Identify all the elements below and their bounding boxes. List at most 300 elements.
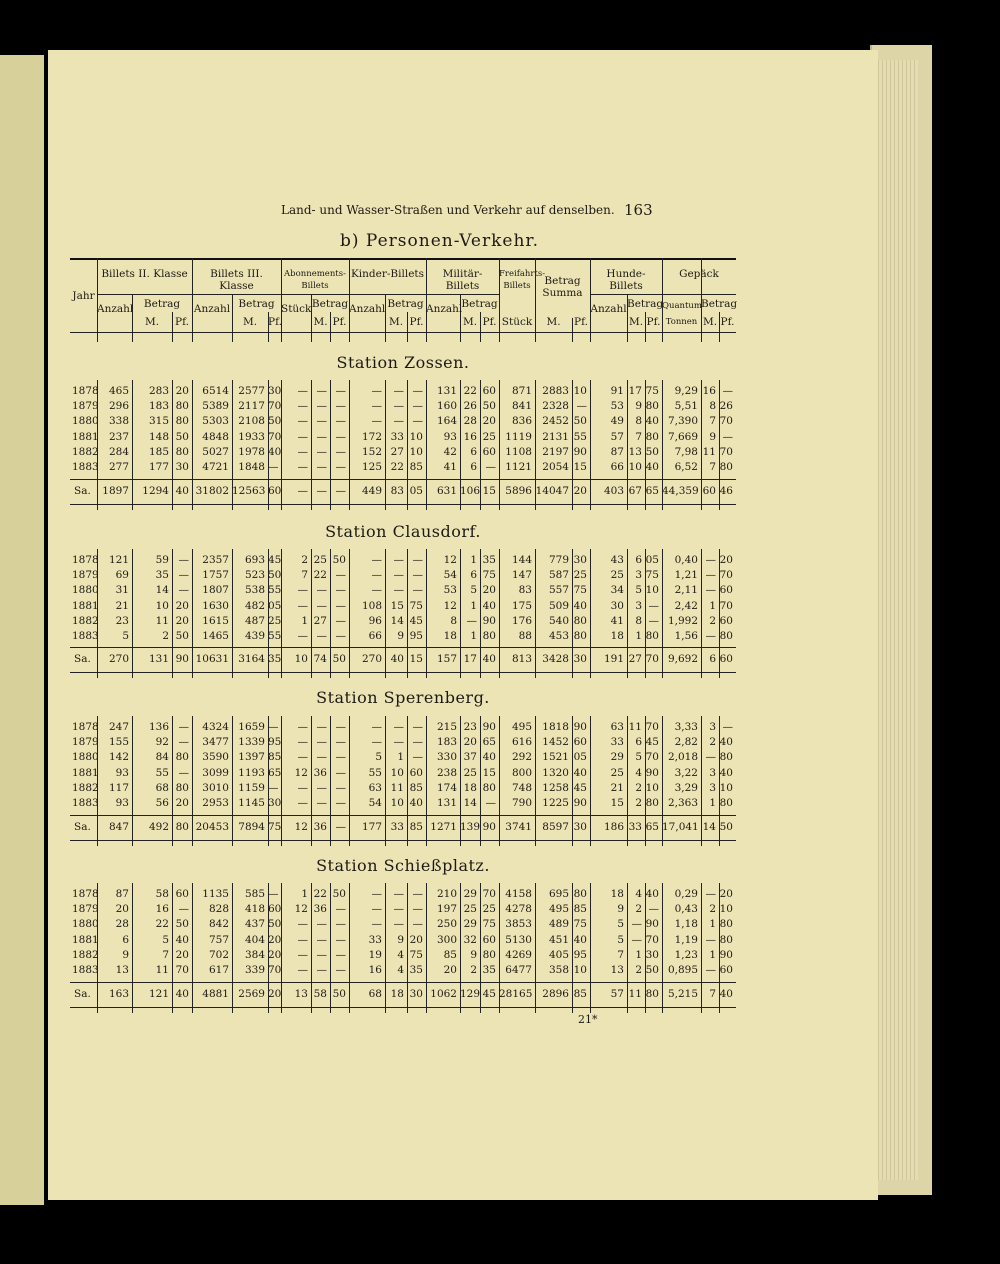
table-cell: 3 xyxy=(709,766,716,779)
table-cell: 1882 xyxy=(72,614,99,627)
table-cell: 1878 xyxy=(72,721,99,733)
sum-cell: 30 xyxy=(573,653,587,665)
table-rule xyxy=(70,479,736,480)
table-cell: 277 xyxy=(108,461,129,473)
table-cell: 20 xyxy=(482,584,496,597)
table-cell: 10 xyxy=(409,445,423,458)
table-cell: 5 xyxy=(617,918,624,931)
table-cell: 70 xyxy=(719,599,733,612)
table-cell: 20 xyxy=(719,554,733,566)
table-cell: — xyxy=(412,569,423,582)
table-cell: 30 xyxy=(573,554,587,566)
sum-cell: 46 xyxy=(719,485,733,497)
header-6: Freifahrts-Billets xyxy=(499,269,546,291)
table-cell: 2,018 xyxy=(667,751,698,764)
table-cell: — xyxy=(335,781,346,794)
column-divider xyxy=(701,294,702,342)
subheader-4: Anzahl xyxy=(193,303,231,315)
table-cell: 90 xyxy=(645,918,659,931)
table-cell: 2452 xyxy=(542,415,569,428)
table-cell: — xyxy=(335,584,346,597)
table-cell: 1882 xyxy=(72,781,99,794)
table-cell: 60 xyxy=(268,903,282,916)
table-cell: 1452 xyxy=(542,736,569,749)
table-cell: 50 xyxy=(645,445,659,458)
table-cell: 29 xyxy=(463,888,477,900)
table-cell: 495 xyxy=(511,721,532,733)
table-cell: 1881 xyxy=(72,599,99,612)
sum-cell: Sa. xyxy=(74,988,91,1000)
header-2: Billets III. Klasse xyxy=(210,268,263,292)
table-cell: 70 xyxy=(268,964,282,976)
table-cell: 40 xyxy=(409,797,423,809)
table-cell: 13 xyxy=(115,964,129,976)
sum-cell: 20453 xyxy=(195,821,229,833)
table-cell: 1883 xyxy=(72,630,99,642)
page-stack-lines xyxy=(878,60,918,1180)
table-cell: 45 xyxy=(268,554,282,566)
subheader-29: Betrag xyxy=(701,298,738,310)
table-cell: 125 xyxy=(361,461,382,473)
table-cell: 70 xyxy=(268,430,282,443)
table-cell: 25 xyxy=(573,569,587,582)
sum-cell: 40 xyxy=(390,653,404,665)
table-cell: — xyxy=(316,918,327,931)
sum-cell: 15 xyxy=(482,485,496,497)
table-cell: 10 xyxy=(573,385,587,397)
table-cell: 136 xyxy=(148,721,169,733)
table-cell: 4 xyxy=(635,766,642,779)
table-cell: 83 xyxy=(518,584,532,597)
table-cell: 1108 xyxy=(505,445,532,458)
table-cell: — xyxy=(371,584,382,597)
table-cell: — xyxy=(335,569,346,582)
sum-cell: 65 xyxy=(645,821,659,833)
running-title: Land- und Wasser-Straßen und Verkehr auf denselben. xyxy=(281,203,615,217)
table-cell: 30 xyxy=(268,385,282,397)
table-cell: 4 xyxy=(635,888,642,900)
sum-cell: 1897 xyxy=(102,485,129,497)
table-rule xyxy=(70,840,736,841)
table-cell: 93 xyxy=(115,766,129,779)
table-cell: — xyxy=(412,584,423,597)
table-cell: 53 xyxy=(443,584,457,597)
table-cell: 20 xyxy=(463,736,477,749)
table-cell: 22 xyxy=(313,569,327,582)
table-cell: 384 xyxy=(244,948,265,961)
table-cell: 60 xyxy=(482,933,496,946)
subheader-10: M. xyxy=(313,316,328,328)
sum-cell: Sa. xyxy=(74,653,91,665)
table-cell: 14 xyxy=(155,584,169,597)
table-cell: 80 xyxy=(175,400,189,413)
table-cell: — xyxy=(335,964,346,976)
table-cell: — xyxy=(335,797,346,809)
table-cell: — xyxy=(316,461,327,473)
table-cell: 437 xyxy=(244,918,265,931)
table-cell: 25 xyxy=(268,614,282,627)
table-cell: 1 xyxy=(470,630,477,642)
table-rule xyxy=(70,258,736,260)
table-cell: 11 xyxy=(155,614,169,627)
table-cell: 80 xyxy=(719,630,733,642)
table-cell: — xyxy=(722,385,733,397)
table-cell: — xyxy=(393,400,404,413)
table-cell: — xyxy=(722,430,733,443)
table-cell: 49 xyxy=(610,415,624,428)
sum-cell: 20 xyxy=(268,988,282,1000)
table-cell: — xyxy=(335,614,346,627)
table-cell: 58 xyxy=(155,888,169,900)
table-cell: 418 xyxy=(244,903,265,916)
table-cell: — xyxy=(485,797,496,809)
table-cell: — xyxy=(335,630,346,642)
column-divider xyxy=(268,312,269,342)
table-cell: 215 xyxy=(436,721,457,733)
table-cell: — xyxy=(335,400,346,413)
table-cell: 2357 xyxy=(202,554,229,566)
table-cell: 7 xyxy=(709,461,716,473)
table-cell: — xyxy=(297,933,308,946)
column-divider xyxy=(572,318,573,342)
table-cell: 3853 xyxy=(505,918,532,931)
sum-cell: 31802 xyxy=(195,485,229,497)
table-cell: — xyxy=(371,400,382,413)
table-cell: 20 xyxy=(443,964,457,976)
table-cell: 4269 xyxy=(505,948,532,961)
table-cell: 404 xyxy=(244,933,265,946)
table-cell: 1 xyxy=(709,948,716,961)
subheader-18: M. xyxy=(462,316,478,328)
table-cell: 70 xyxy=(268,400,282,413)
table-cell: 1818 xyxy=(542,721,569,733)
sum-cell: 270 xyxy=(361,653,382,665)
table-cell: 60 xyxy=(482,445,496,458)
table-cell: 10 xyxy=(573,964,587,976)
table-cell: 05 xyxy=(573,751,587,764)
table-cell: — xyxy=(393,736,404,749)
table-cell: 96 xyxy=(368,614,382,627)
table-cell: — xyxy=(648,614,659,627)
table-cell: 75 xyxy=(409,948,423,961)
table-cell: 1 xyxy=(635,630,642,642)
table-cell: — xyxy=(371,415,382,428)
table-cell: — xyxy=(335,933,346,946)
table-cell: 10 xyxy=(628,461,642,473)
table-cell: — xyxy=(705,569,716,582)
sum-cell: 45 xyxy=(482,988,496,1000)
table-cell: 19 xyxy=(368,948,382,961)
station-title: Station Zossen. xyxy=(336,353,470,372)
table-cell: 55 xyxy=(368,766,382,779)
table-cell: 31 xyxy=(115,584,129,597)
sum-cell: 75 xyxy=(268,821,282,833)
table-cell: 41 xyxy=(443,461,457,473)
table-cell: 65 xyxy=(482,736,496,749)
header-4: Kinder-Billets xyxy=(350,268,425,280)
sum-cell: 3741 xyxy=(505,821,532,833)
sum-cell: 70 xyxy=(645,653,659,665)
table-cell: — xyxy=(412,721,423,733)
sum-cell: — xyxy=(335,821,346,833)
table-cell: 59 xyxy=(155,554,169,566)
station-title: Station Schießplatz. xyxy=(316,856,490,875)
table-cell: 9 xyxy=(470,948,477,961)
table-cell: — xyxy=(393,569,404,582)
sum-cell: 449 xyxy=(361,485,382,497)
table-cell: 35 xyxy=(409,964,423,976)
table-cell: 1 xyxy=(709,797,716,809)
table-cell: 3 xyxy=(709,781,716,794)
table-cell: — xyxy=(316,797,327,809)
table-cell: 23 xyxy=(463,721,477,733)
table-cell: — xyxy=(316,584,327,597)
subheader-16: Anzahl xyxy=(426,303,463,315)
table-cell: 1465 xyxy=(202,630,229,642)
table-cell: 10 xyxy=(645,781,659,794)
header-0: Jahr xyxy=(72,290,95,302)
table-cell: 15 xyxy=(610,797,624,809)
table-cell: 3 xyxy=(709,721,716,733)
table-cell: — xyxy=(316,445,327,458)
table-cell: — xyxy=(297,430,308,443)
table-cell: 2953 xyxy=(202,797,229,809)
subheader-30: M. xyxy=(702,316,718,328)
table-cell: 60 xyxy=(573,736,587,749)
table-cell: — xyxy=(705,888,716,900)
table-cell: 55 xyxy=(155,766,169,779)
table-cell: 1659 xyxy=(238,721,265,733)
table-cell: 10 xyxy=(719,903,733,916)
table-cell: 80 xyxy=(175,781,189,794)
table-cell: 25 xyxy=(463,903,477,916)
header-group-rule xyxy=(192,294,281,295)
table-cell: 164 xyxy=(436,415,457,428)
sum-cell: 50 xyxy=(332,988,346,1000)
column-divider xyxy=(407,312,408,342)
subheader-17: Betrag xyxy=(461,298,498,310)
table-cell: 18 xyxy=(610,888,624,900)
table-cell: 95 xyxy=(409,630,423,642)
table-cell: 1879 xyxy=(72,736,99,749)
table-cell: 1878 xyxy=(72,888,99,900)
table-cell: 617 xyxy=(208,964,229,976)
column-divider xyxy=(535,258,536,342)
table-cell: — xyxy=(393,888,404,900)
header-group-rule xyxy=(426,294,499,295)
sum-cell: 60 xyxy=(268,485,282,497)
table-cell: 33 xyxy=(368,933,382,946)
table-cell: 9 xyxy=(709,430,716,443)
table-cell: 28 xyxy=(463,415,477,428)
table-cell: 148 xyxy=(148,430,169,443)
header-8: Hunde-Billets xyxy=(606,268,646,292)
sum-cell: 3164 xyxy=(238,653,265,665)
table-cell: 1320 xyxy=(542,766,569,779)
table-cell: 1119 xyxy=(505,430,532,443)
table-cell: 10 xyxy=(719,781,733,794)
table-cell: — xyxy=(371,903,382,916)
table-cell: — xyxy=(178,554,189,566)
table-cell: 40 xyxy=(719,736,733,749)
sum-cell: 57 xyxy=(610,988,624,1000)
sum-cell: 28165 xyxy=(499,988,533,1000)
table-cell: 451 xyxy=(548,933,569,946)
sum-cell: — xyxy=(316,485,327,497)
sum-cell: 492 xyxy=(148,821,169,833)
table-cell: 300 xyxy=(436,933,457,946)
table-cell: 34 xyxy=(610,584,624,597)
table-cell: 14 xyxy=(390,614,404,627)
table-cell: 330 xyxy=(436,751,457,764)
table-cell: 9 xyxy=(617,903,624,916)
table-cell: 50 xyxy=(482,400,496,413)
table-cell: 40 xyxy=(482,751,496,764)
table-cell: 509 xyxy=(548,599,569,612)
table-cell: — xyxy=(316,964,327,976)
table-cell: 80 xyxy=(645,400,659,413)
table-cell: 338 xyxy=(108,415,129,428)
table-cell: 75 xyxy=(573,918,587,931)
table-cell: 2117 xyxy=(238,400,265,413)
station-title: Station Sperenberg. xyxy=(316,688,490,707)
table-cell: 1882 xyxy=(72,445,99,458)
table-cell: 55 xyxy=(268,584,282,597)
table-cell: 9,29 xyxy=(674,385,698,397)
table-cell: 183 xyxy=(148,400,169,413)
table-cell: 4324 xyxy=(202,721,229,733)
table-cell: 131 xyxy=(436,797,457,809)
table-cell: 117 xyxy=(108,781,129,794)
table-cell: 495 xyxy=(548,903,569,916)
table-cell: 757 xyxy=(208,933,229,946)
table-cell: 53 xyxy=(610,400,624,413)
sum-cell: 403 xyxy=(603,485,624,497)
table-cell: 1878 xyxy=(72,554,99,566)
header-1: Billets II. Klasse xyxy=(101,268,188,280)
table-cell: 40 xyxy=(573,933,587,946)
table-cell: 585 xyxy=(244,888,265,900)
table-cell: 1880 xyxy=(72,584,99,597)
table-cell: — xyxy=(393,903,404,916)
table-cell: 11 xyxy=(702,445,716,458)
table-cell: 30 xyxy=(268,797,282,809)
table-cell: 1880 xyxy=(72,918,99,931)
table-cell: 18 xyxy=(443,630,457,642)
subheader-14: M. xyxy=(388,316,404,328)
table-cell: 7 xyxy=(635,430,642,443)
station-title: Station Clausdorf. xyxy=(325,522,481,541)
table-cell: 5 xyxy=(162,933,169,946)
table-cell: 3,29 xyxy=(674,781,698,794)
table-cell: — xyxy=(316,721,327,733)
table-cell: 57 xyxy=(610,430,624,443)
running-header xyxy=(281,203,681,217)
table-cell: 05 xyxy=(268,599,282,612)
sum-cell: 80 xyxy=(175,821,189,833)
table-cell: 10 xyxy=(155,599,169,612)
table-cell: 1258 xyxy=(542,781,569,794)
table-cell: 12 xyxy=(443,554,457,566)
sum-cell: 7894 xyxy=(238,821,265,833)
table-cell: — xyxy=(316,933,327,946)
subheader-27: Quantum xyxy=(662,301,702,311)
table-cell: — xyxy=(178,569,189,582)
table-cell: — xyxy=(371,918,382,931)
sum-cell: 17,041 xyxy=(662,821,699,833)
table-cell: — xyxy=(412,888,423,900)
table-cell: 88 xyxy=(518,630,532,642)
table-cell: 6 xyxy=(470,461,477,473)
table-cell: 2,42 xyxy=(674,599,698,612)
table-cell: — xyxy=(316,415,327,428)
header-group-rule xyxy=(97,294,192,295)
subheader-28: Tonnen xyxy=(665,317,698,327)
sum-cell: 11 xyxy=(628,988,642,1000)
table-cell: 80 xyxy=(482,781,496,794)
table-cell: — xyxy=(297,781,308,794)
table-cell: 80 xyxy=(719,933,733,946)
sum-cell: 50 xyxy=(332,653,346,665)
column-divider xyxy=(97,258,98,342)
table-cell: 80 xyxy=(719,918,733,931)
sum-cell: — xyxy=(297,485,308,497)
table-cell: — xyxy=(268,888,279,900)
table-cell: 32 xyxy=(463,933,477,946)
table-cell: 5027 xyxy=(202,445,229,458)
table-cell: 80 xyxy=(573,888,587,900)
table-cell: 2 xyxy=(709,736,716,749)
sum-cell: 813 xyxy=(511,653,532,665)
sum-cell: 83 xyxy=(390,485,404,497)
sum-cell: 9,692 xyxy=(667,653,698,665)
table-cell: 482 xyxy=(244,599,265,612)
table-cell: 1521 xyxy=(542,751,569,764)
table-cell: 21 xyxy=(610,781,624,794)
header-7: Betrag Summa xyxy=(542,275,583,299)
table-cell: 1880 xyxy=(72,751,99,764)
table-cell: — xyxy=(297,584,308,597)
table-cell: 8 xyxy=(635,614,642,627)
table-cell: 60 xyxy=(409,766,423,779)
table-cell: 702 xyxy=(208,948,229,961)
table-cell: 13 xyxy=(628,445,642,458)
table-cell: 9 xyxy=(397,630,404,642)
table-cell: 557 xyxy=(548,584,569,597)
table-cell: — xyxy=(705,630,716,642)
table-cell: 69 xyxy=(115,569,129,582)
sum-cell: 129 xyxy=(460,988,481,1000)
table-cell: 70 xyxy=(482,888,496,900)
column-divider xyxy=(645,312,646,342)
sum-cell: 44,359 xyxy=(662,485,699,497)
table-cell: 405 xyxy=(548,948,569,961)
table-cell: 358 xyxy=(548,964,569,976)
table-cell: — xyxy=(316,599,327,612)
table-cell: 152 xyxy=(361,445,382,458)
table-cell: 1135 xyxy=(202,888,229,900)
table-cell: 7,98 xyxy=(674,445,698,458)
sum-cell: 68 xyxy=(368,988,382,1000)
table-cell: 8 xyxy=(635,415,642,428)
table-cell: 6 xyxy=(122,933,129,946)
subheader-21: M. xyxy=(546,316,561,328)
table-cell: 453 xyxy=(548,630,569,642)
table-cell: — xyxy=(335,766,346,779)
table-cell: 70 xyxy=(719,445,733,458)
table-cell: — xyxy=(316,781,327,794)
header-group-rule xyxy=(349,294,426,295)
